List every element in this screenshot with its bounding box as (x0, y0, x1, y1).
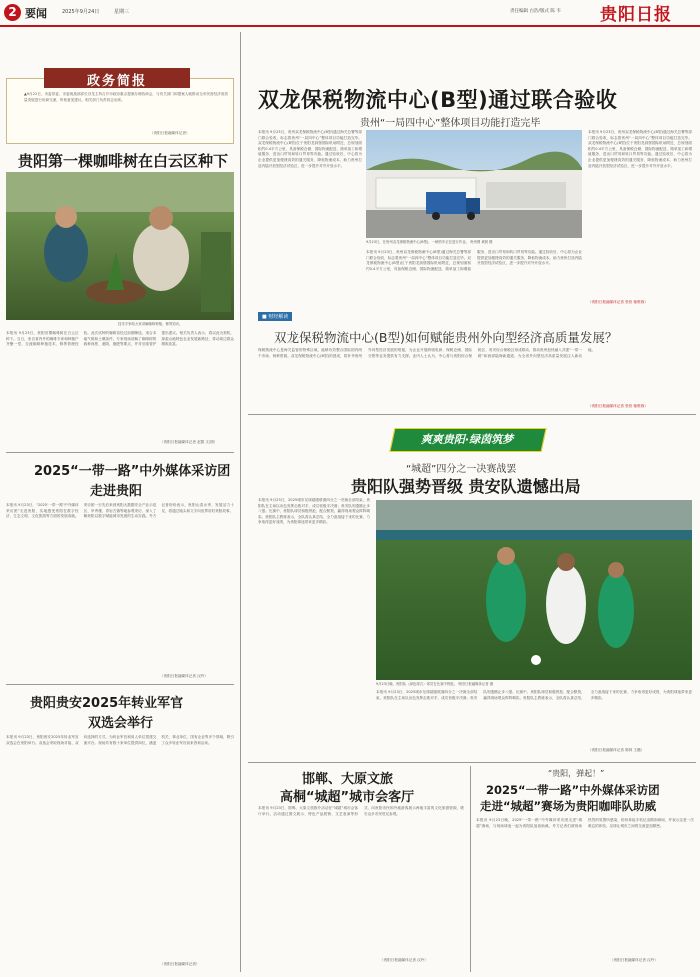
handan-headline-2: 高桐“城超”城市会客厅 (280, 790, 415, 805)
mediatour-headline-1: 2025“一带一路”中外媒体采访团 (34, 464, 231, 479)
football-banner-text: 爽爽贵阳·绿茵筑梦 (420, 433, 514, 446)
mediatour-source: （贵阳日报融媒体记者 汉玲） (160, 674, 208, 678)
bonded-photo (366, 130, 582, 238)
military-body: 本报讯 9月23日，贵阳贵安2025年转业军官双选会在贵阳举行。双选会采取现场对接、双向选择的方式，为转业军官和用人单位搭建交流平台。现场共有数十家单位提供岗位，涵盖机关、事业单位、国有企业等多个领域，吸引了众多转业军官前来咨询洽谈。 (6, 735, 234, 745)
bonded-photo-image (366, 130, 582, 238)
masthead (0, 0, 700, 30)
bonded-body-right: 本报讯 9月23日，贵州双龙保税物流中心(B型)通过海关总署等部门联合验收，标志着贵州“一局四中心”整体项目功能打造完毕。双龙保税物流中心(B型)位于贵阳龙洞堡国际机场附近，总规划面积约0.4平方公里，具备保税仓储、国际物流配送、简单加工和增值服务、进出口贸易和转口贸易等功能。通过验收后，中心将为企业提供更加便捷高效的通关服务，降低物流成本，助力贵州打造内陆开放型经济试验区，进一步提升对外开放水平。 (588, 130, 692, 168)
rule-left-1 (6, 452, 234, 453)
column-divider (240, 32, 241, 972)
football-body-right: 本报讯 9月23日，2025城市足球超级联赛四分之一决赛全部结束，贵阳队在主场以出色发挥击败对手，成功晋级半决赛；贵安队则遗憾止步八强。比赛中，贵阳队球员积极拼抢、配合默契，赢得现场观众阵阵喝彩。贵阳队主教练表示，全队将认真总结，全力备战接下来的比赛，力争取得更好成绩，为贵阳球迷带来更多精彩。 (376, 690, 692, 700)
bonded-headline: 双龙保税物流中心(B型)通过联合验收 (258, 88, 618, 112)
rule-right-1 (248, 414, 696, 415)
mediatour-body: 本报讯 9月23日，“2025‘一带一路’中外媒体采访团”走进贵阳，实地感受贵阳在数字经济、生态文明、文化旅游等方面的发展成就。采访团一行先后来到贵阳大数据安全产业示范区、甲秀楼、青岩古镇等地参观采访，深入了解贵阳以数字赋能城市发展的生动实践。外方记者纷纷表示，贵阳山清水秀、发展活力十足，将通过镜头和文字向世界讲好贵阳故事。 (6, 503, 234, 519)
issue-weekday: 星期三 (114, 9, 130, 15)
football-kicker: “城超”四分之一决赛战罢 (406, 464, 517, 475)
issue-date: 2025年9月24日 (62, 9, 100, 15)
rule-right-2 (248, 762, 696, 763)
mediatour-headline-2: 走进贵阳 (90, 484, 143, 499)
paper-name-logo: 贵阳日报 (600, 5, 672, 25)
bonded-subtitle: 贵州“一局四中心”整体项目功能打造完毕 (360, 118, 541, 129)
reading-headline: 双龙保税物流中心(B型)如何赋能贵州外向型经济高质量发展？ (274, 330, 618, 345)
stadium-kicker: “贵阳，弹起！” (548, 769, 605, 778)
bonded-body-left: 本报讯 9月23日，贵州双龙保税物流中心(B型)通过海关总署等部门联合验收，标志着贵州“一局四中心”整体项目功能打造完毕。双龙保税物流中心(B型)位于贵阳龙洞堡国际机场附近，总规划面积约0.4平方公里，具备保税仓储、国际物流配送、简单加工和增值服务、进出口贸易和转口贸易等功能。通过验收后，中心将为企业提供更加便捷高效的通关服务，降低物流成本，助力贵州打造内陆开放型经济试验区，进一步提升对外开放水平。 (258, 130, 362, 168)
handan-body: 本报讯 9月23日，邯郸、大原文旅推介活动在“城超”城市会客厅举行。活动通过图文展示、特色产品展销、文艺表演等形式，向贵阳市民和外地游客展示两地丰富的文化旅游资源，吸引众多市民驻足参观。 (258, 806, 464, 816)
coffee-photo-image (6, 172, 234, 320)
brief-source: （贵阳日报融媒体记者） (150, 131, 190, 135)
reading-body: 保税物流中心是海关监管的特殊区域，能够有效整合国际国内两个市场、两种资源。双龙保税物流中心(B型)的建成，将补齐贵州外向型经济发展的短板，为企业开展跨境电商、保税仓储、国际分拨等业务提供有力支撑。业内人士认为，中心将与贵阳综合保税区、贵安综合保税区形成联动，推动贵州加快融入共建“一带一路”和西部陆海新通道，为全省外向型经济高质量发展注入新动能。 (258, 348, 596, 358)
brief-title: 政务简报 (86, 74, 147, 89)
handan-source: （贵阳日报融媒体记者 汉玲） (380, 958, 428, 962)
handan-headline-1: 邯郸、大原文旅 (302, 772, 394, 787)
coffee-headline: 贵阳第一棵咖啡树在白云区种下 (18, 152, 229, 170)
stadium-headline-2: 走进“城超”赛场为贵阳咖啡队助威 (480, 799, 657, 813)
bottom-divider (470, 766, 471, 972)
stadium-source: （贵阳日报融媒体记者 汉玲） (610, 958, 658, 962)
brief-lead: ▲9月22日，市委常委、市委统战部部长谷龙主持召开市政协重点提案办理协商会，与有关部门和提案人就推动全市民营经济高质量发展进行协商交流，听取意见建议。相关部门负责同志出席。 (24, 92, 228, 102)
military-headline-2: 双选会举行 (88, 716, 154, 731)
bonded-photo-caption: 9月23日，在贵州双龙保税物流中心(B型)，一辆货车正在进行作业。 贵州网 黄树 摄 (366, 240, 493, 244)
football-caption: 9月23日晚，贵阳队（绿色球衣）球员在比赛中拼抢。 贵阳日报融媒体记者 摄 (376, 682, 494, 686)
reading-tag: ■ 财经解读 (258, 312, 292, 321)
masthead-rule (0, 25, 700, 27)
rule-left-2 (6, 684, 234, 685)
military-source: （贵阳日报融媒体记者） (160, 962, 200, 966)
stadium-headline-1: 2025“一带一路”中外媒体采访团 (486, 783, 660, 797)
coffee-source: （贵阳日报融媒体记者 赵黎 文/图） (160, 440, 218, 444)
section-label: 要闻 (25, 7, 47, 20)
reading-source: （贵阳日报融媒体记者 张恒 郁维蓉） (588, 404, 648, 408)
page-number-badge: 2 (4, 4, 21, 21)
bonded-body-mid: 本报讯 9月23日，贵州双龙保税物流中心(B型)通过海关总署等部门联合验收，标志着贵州“一局四中心”整体项目功能打造完毕。双龙保税物流中心(B型)位于贵阳龙洞堡国际机场附近，总规划面积约0.4平方公里，具备保税仓储、国际物流配送、简单加工和增值服务、进出口贸易和转口贸易等功能。通过验收后，中心将为企业提供更加便捷高效的通关服务，降低物流成本，助力贵州打造内陆开放型经济试验区，进一步提升对外开放水平。 (366, 250, 582, 271)
football-photo-image (376, 500, 692, 680)
coffee-caption: 技术专家给大家讲解咖啡种植、修剪知识。 (118, 322, 183, 326)
coffee-body: 本报讯 9月23日，贵阳首棵咖啡树在白云区种下。当日，来自省内外的咖啡专家和种植户齐聚一堂，交流咖啡种植技术、修剪管理经验。此次试种的咖啡苗经过前期筛选，适合本地气候和土壤条件。专家现场讲解了咖啡树的栽种深度、遮阴、施肥等要点，并对后续管护提出建议。相关负责人表示，将以此为契机，探索山地特色农业发展新路径，带动周边群众增收致富。 (6, 331, 234, 347)
football-photo (376, 500, 692, 680)
football-headline: 贵阳队强势晋级 贵安队遗憾出局 (351, 477, 581, 496)
coffee-photo (6, 172, 234, 320)
stadium-body: 本报讯 9月23日晚，2025“一带一路”中外媒体采访团走进“城超”赛场，与现场球迷一起为贵阳队加油助威。外方记者们被现场热烈的氛围所感染，纷纷拿起手机记录精彩瞬间，并表示这是一次难忘的体验，足球让城市之间的交流更加紧密。 (476, 818, 694, 828)
football-source: （贵阳日报融媒体记者 陈林 王璐） (588, 748, 645, 752)
editor-credits: 责任编辑 白浩/版式 陈 韦 (510, 9, 561, 14)
football-body-left: 本报讯 9月23日，2025城市足球超级联赛四分之一决赛全部结束，贵阳队在主场以出色发挥击败对手，成功晋级半决赛；贵安队则遗憾止步八强。比赛中，贵阳队球员积极拼抢、配合默契，赢得现场观众阵阵喝彩。贵阳队主教练表示，全队将认真总结，全力备战接下来的比赛，力争取得更好成绩，为贵阳球迷带来更多精彩。 (258, 498, 370, 525)
bonded-source: （贵阳日报融媒体记者 张恒 郁维蓉） (588, 300, 648, 304)
military-headline-1: 贵阳贵安2025年转业军官 (30, 696, 184, 711)
